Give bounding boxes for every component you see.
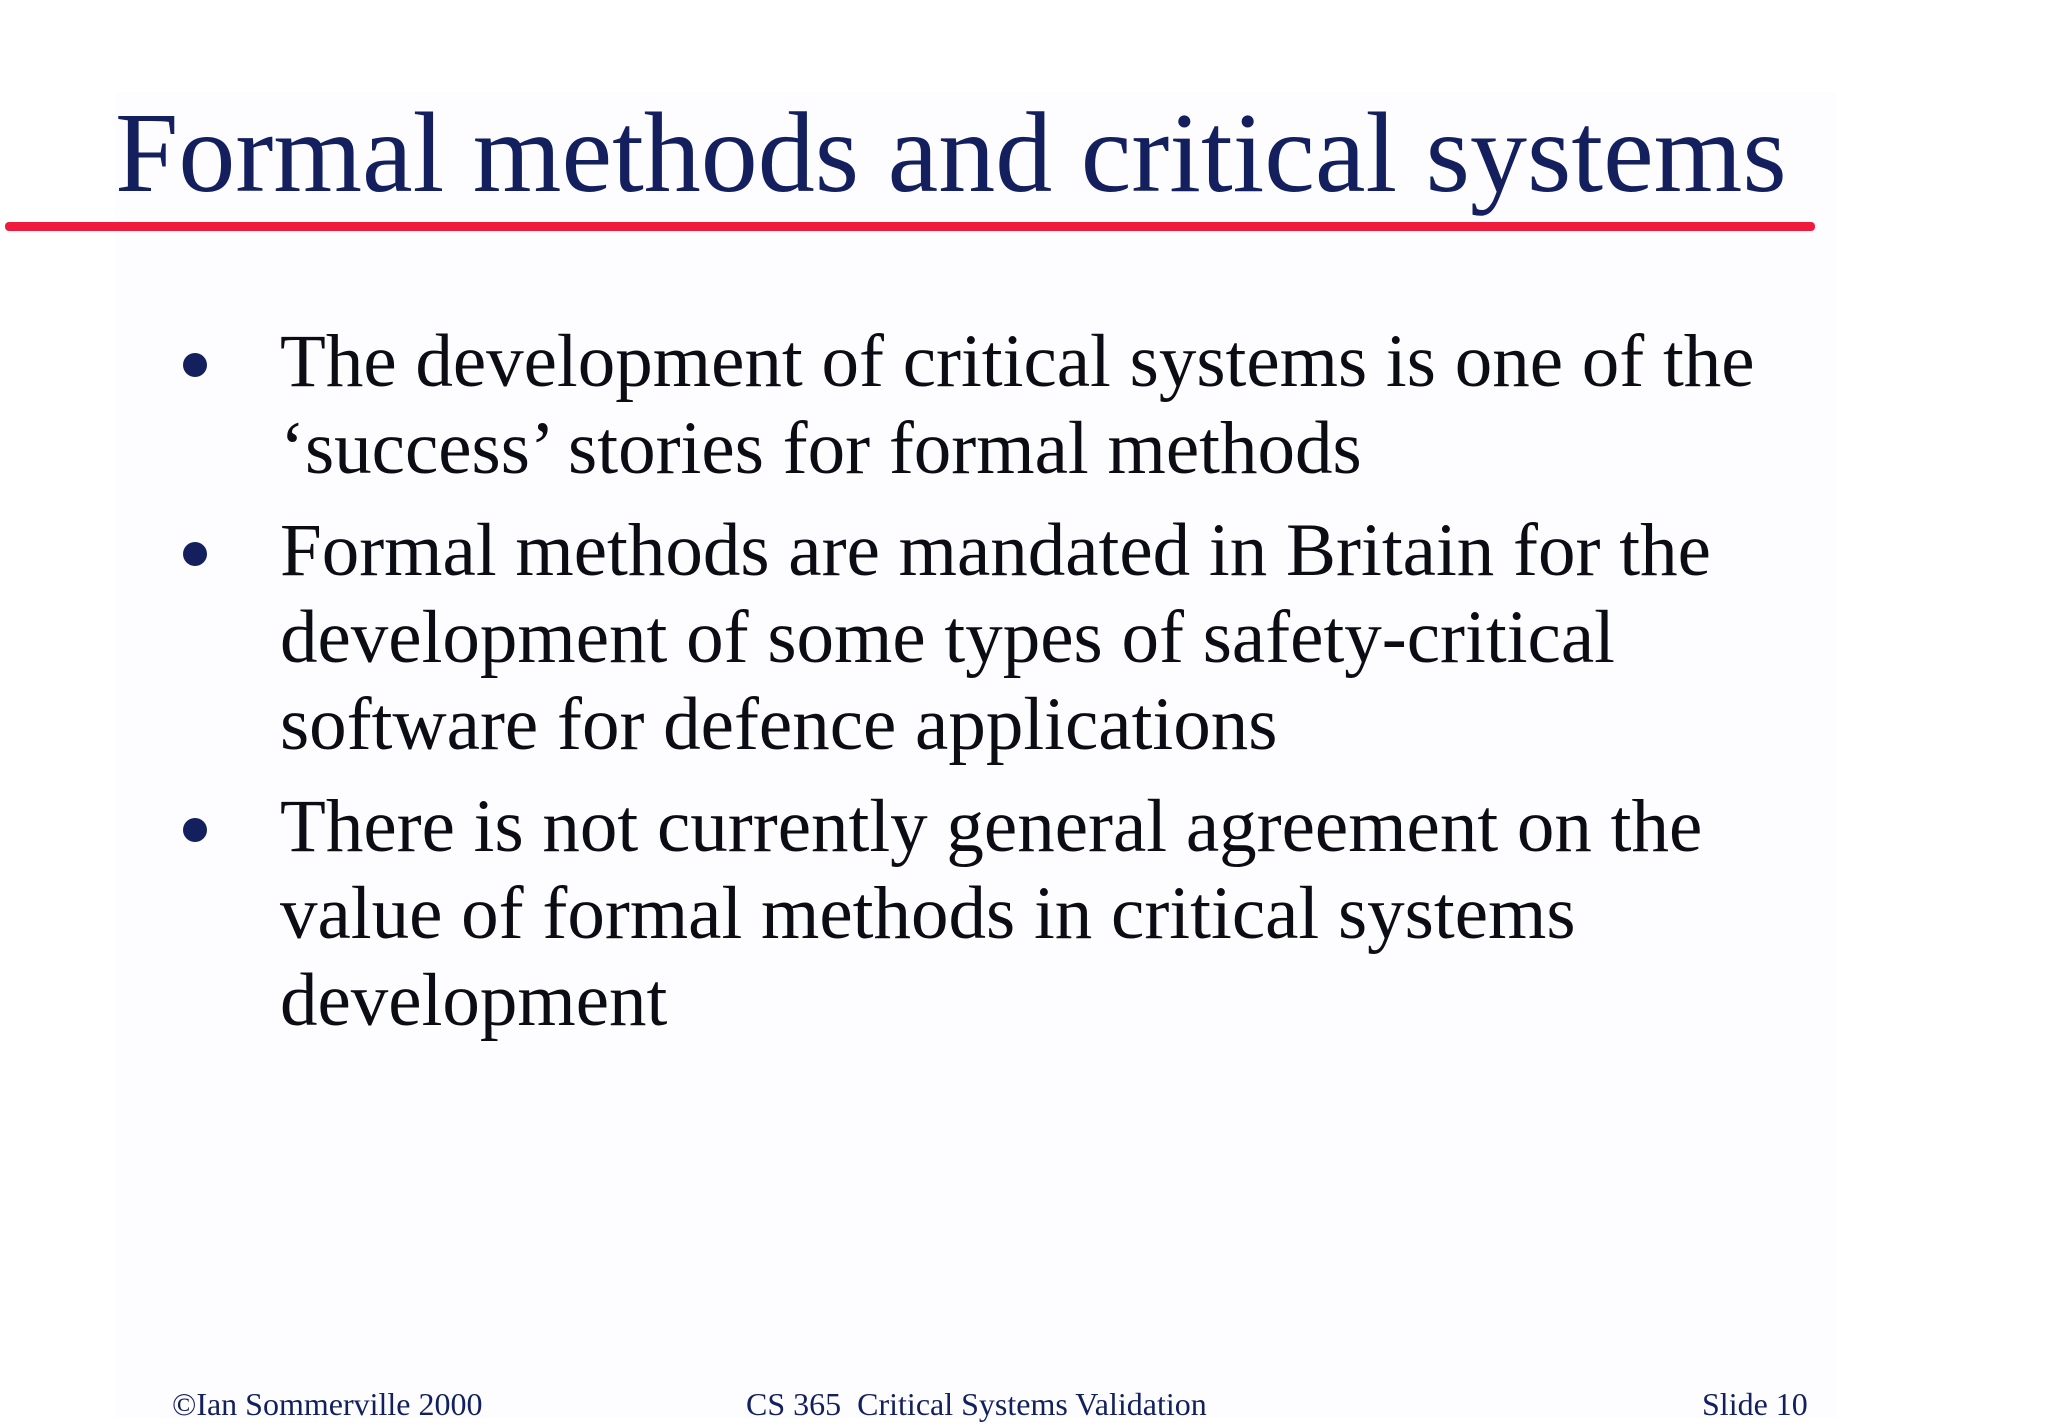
footer-copyright: ©Ian Sommerville 2000 (172, 1386, 483, 1422)
bullet-text: The development of critical systems is one of the ‘success’ stories for formal methods (280, 320, 1755, 490)
bullet-dot-icon (175, 318, 280, 405)
bullet-item (175, 507, 1855, 768)
footer-slide-number: Slide 10 (1702, 1386, 1808, 1422)
bullet-item (175, 783, 1855, 1044)
bullet-dot-icon (175, 783, 280, 870)
footer-course-title: CS 365 Critical Systems Validation (746, 1386, 1207, 1422)
slide-title: Formal methods and critical systems (115, 89, 1787, 216)
bullet-text: Formal methods are mandated in Britain for the development of some types of safety-critical software for defence applications (280, 509, 1711, 766)
bullet-dot-icon (175, 507, 280, 594)
bullet-item (175, 318, 1855, 492)
slide-footer (0, 1384, 2048, 1424)
title-underline (5, 222, 1815, 231)
bullet-text: There is not currently general agreement on the value of formal methods in critical systems development (280, 785, 1703, 1042)
bullet-list (175, 318, 1855, 1059)
